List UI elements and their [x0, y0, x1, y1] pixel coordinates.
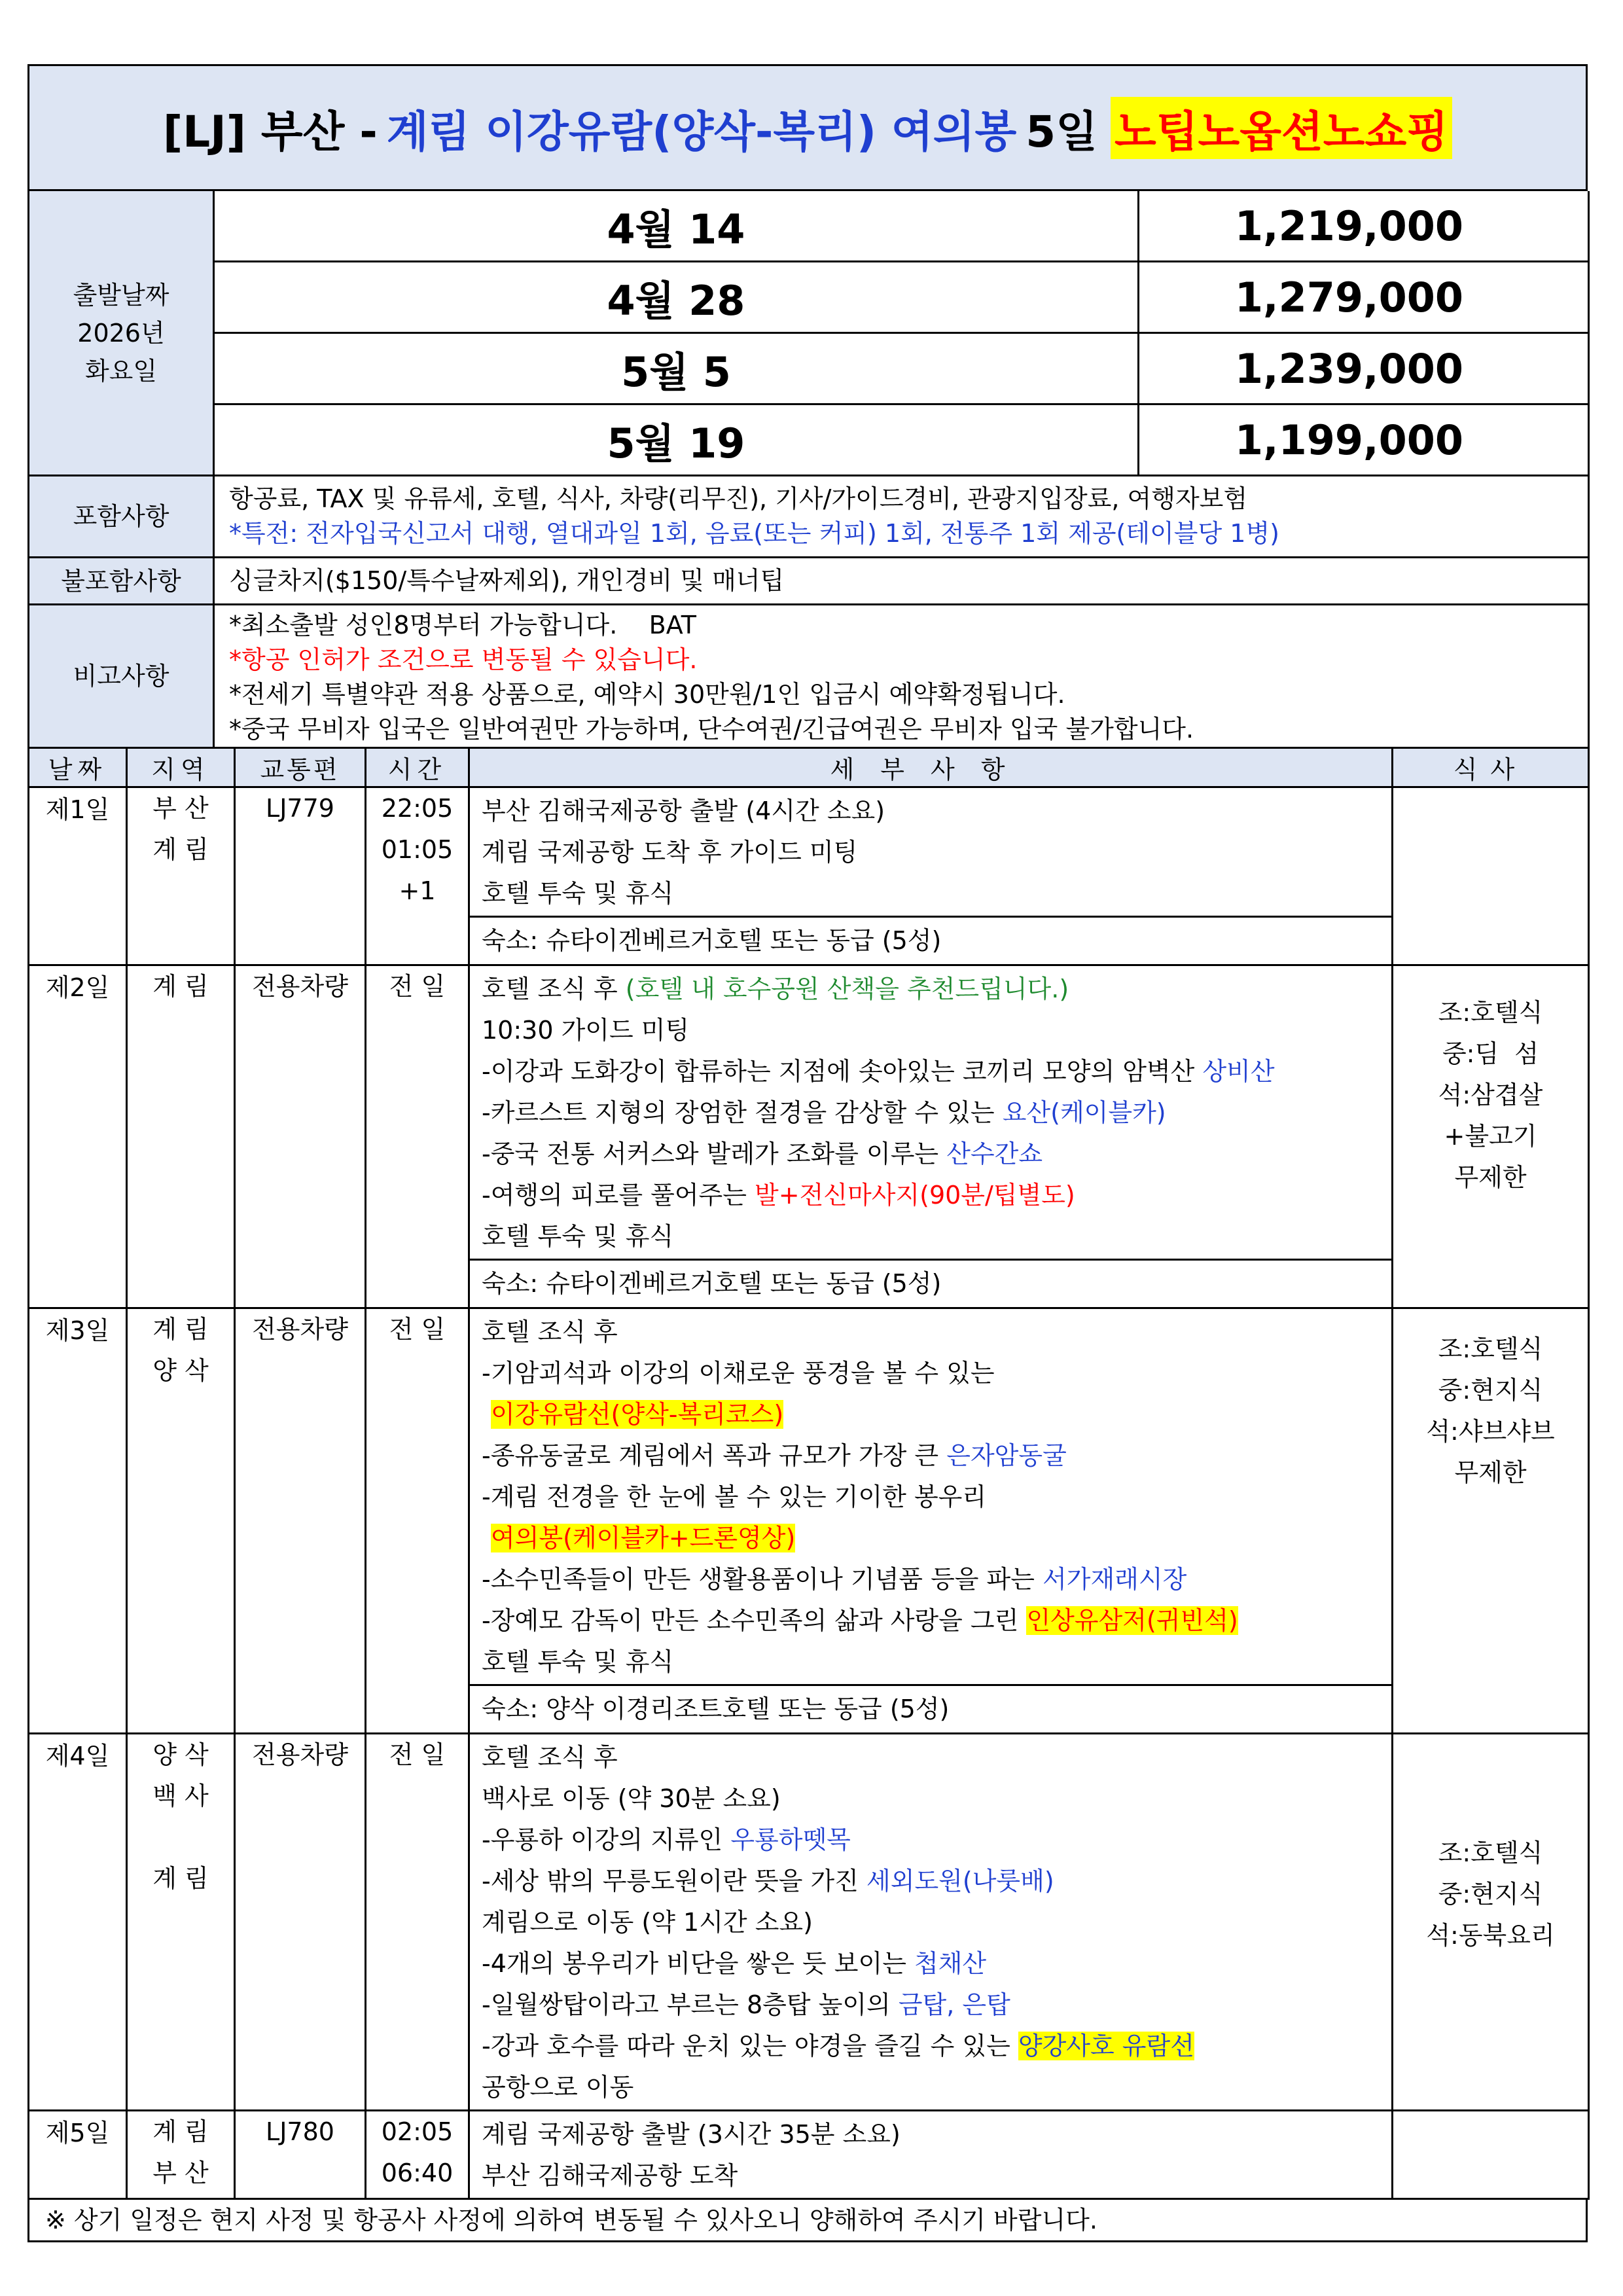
departure-row: [29, 191, 1589, 262]
day-meals: [1393, 2111, 1589, 2199]
detail-line: 호텔 투숙 및 휴식: [482, 1222, 674, 1251]
detail-line: 계림으로 이동 (약 1시간 소요): [482, 1908, 813, 1937]
day-transport: LJ779: [235, 787, 366, 965]
day-meals: [1393, 787, 1589, 965]
day-detail: [469, 1734, 1393, 2111]
header-day: 날짜: [29, 749, 127, 787]
detail-line: 백사로 이동 (약 30분 소요): [482, 1784, 781, 1813]
remarks-row: [29, 605, 1589, 748]
included-text: 항공료, TAX 및 유류세, 호텔, 식사, 차량(리무진), 기사/가이드경비, 관광지입장료, 여행자보험 *특전: 전자입국신고서 대행, 열대과일 1회, 음료(또는 커피) 1회, 전통주 1회 제공(테이블당 1병): [214, 476, 1589, 558]
title-days: 5일: [1026, 106, 1097, 157]
departure-date: 5월 5: [214, 333, 1139, 404]
day-detail: [469, 1308, 1393, 1734]
detail-line: 공항으로 이동: [482, 2073, 634, 2102]
detail-line: -이강과 도화강이 합류하는 지점에 솟아있는 코끼리 모양의 암벽산 상비산: [482, 1057, 1275, 1086]
summary-table: [27, 191, 1590, 749]
day-area: 계 림 양 삭: [127, 1308, 235, 1734]
day-transport: LJ780: [235, 2111, 366, 2199]
day-transport: 전용차량: [235, 1734, 366, 2111]
departure-price: 1,239,000: [1139, 333, 1589, 404]
remarks-label: 비고사항: [29, 605, 214, 748]
day-area: 부 산 계 림: [127, 787, 235, 965]
day-transport: 전용차량: [235, 1308, 366, 1734]
day-label: 제2일: [29, 965, 127, 1308]
title-route: 계림 이강유람(양삭-복리) 여의봉: [386, 106, 1017, 157]
header-time: 시간: [366, 749, 469, 787]
detail-line: 호텔 조식 후: [482, 1318, 618, 1346]
day-area: 양 삭 백 사 계 림: [127, 1734, 235, 2111]
day-time: 22:05 01:05 +1: [366, 787, 469, 965]
detail-line: -일월쌍탑이라고 부르는 8층탑 높이의 금탑, 은탑: [482, 1990, 1010, 2019]
departure-row: [29, 262, 1589, 333]
detail-line: -여행의 피로를 풀어주는 발+전신마사지(90분/팁별도): [482, 1181, 1075, 1210]
hotel-stay: 숙소: 양삭 이경리조트호텔 또는 동급 (5성): [470, 1684, 1391, 1732]
day-time: 전 일: [366, 965, 469, 1308]
departure-row: [29, 333, 1589, 404]
detail-line: 계림 국제공항 출발 (3시간 35분 소요): [482, 2120, 901, 2149]
departure-price: 1,199,000: [1139, 404, 1589, 476]
itinerary-day-row: [29, 2111, 1589, 2199]
detail-line: -카르스트 지형의 장엄한 절경을 감상할 수 있는 요산(케이블카): [482, 1098, 1166, 1127]
remarks-text: *최소출발 성인8명부터 가능합니다. BAT *항공 인허가 조건으로 변동될 수 있습니다. *전세기 특별약관 적용 상품으로, 예약시 30만원/1인 입금시 예약확정됩니다. *중국 무비자 입국은 일반여권만 가능하며, 단수여권/긴급여권은 무비자 입국 불가합니다.: [214, 605, 1589, 748]
itinerary-header: [29, 749, 1589, 787]
detail-line: -기암괴석과 이강의 이채로운 풍경을 볼 수 있는: [482, 1359, 995, 1388]
detail-line: 호텔 조식 후 (호텔 내 호수공원 산책을 추천드립니다.): [482, 975, 1069, 1003]
header-meal: 식사: [1393, 749, 1589, 787]
departure-date: 4월 14: [214, 191, 1139, 262]
day-detail: [469, 965, 1393, 1308]
title-badge: 노팁노옵션노쇼핑: [1111, 97, 1452, 159]
departure-price: 1,219,000: [1139, 191, 1589, 262]
day-area: 계 림 부 산: [127, 2111, 235, 2199]
hotel-stay: 숙소: 슈타이겐베르거호텔 또는 동급 (5성): [470, 916, 1391, 964]
itinerary-day-row: [29, 787, 1589, 965]
detail-line: -중국 전통 서커스와 발레가 조화를 이루는 산수간쇼: [482, 1139, 1043, 1168]
itinerary-document: [27, 64, 1588, 2242]
detail-line: 계림 국제공항 도착 후 가이드 미팅: [482, 838, 858, 867]
day-time: 전 일: [366, 1734, 469, 2111]
day-area: 계 림: [127, 965, 235, 1308]
detail-line: -장예모 감독이 만든 소수민족의 삶과 사랑을 그린 인상유삼저(귀빈석): [482, 1606, 1238, 1635]
detail-line: 이강유람선(양삭-복리코스): [491, 1400, 784, 1429]
day-label: 제3일: [29, 1308, 127, 1734]
detail-line: 10:30 가이드 미팅: [482, 1016, 690, 1045]
hotel-stay: 숙소: 슈타이겐베르거호텔 또는 동급 (5성): [470, 1259, 1391, 1307]
day-label: 제4일: [29, 1734, 127, 2111]
excluded-label: 불포함사항: [29, 558, 214, 605]
day-meals: 조:호텔식 중:딤 섬 석:삼겹살 +불고기 무제한: [1393, 965, 1589, 1308]
day-label: 제5일: [29, 2111, 127, 2199]
itinerary-day-row: [29, 965, 1589, 1308]
day-detail: [469, 787, 1393, 965]
detail-line: -우룡하 이강의 지류인 우룡하뗏목: [482, 1825, 851, 1854]
footer-note: ※ 상기 일정은 현지 사정 및 항공사 사정에 의하여 변동될 수 있사오니 양해하여 주시기 바랍니다.: [27, 2200, 1588, 2242]
departure-price: 1,279,000: [1139, 262, 1589, 333]
header-transport: 교통편: [235, 749, 366, 787]
departure-row: [29, 404, 1589, 476]
header-detail: 세부사항: [469, 749, 1393, 787]
detail-line: 부산 김해국제공항 출발 (4시간 소요): [482, 797, 885, 825]
detail-line: 호텔 조식 후: [482, 1743, 618, 1772]
header-area: 지역: [127, 749, 235, 787]
included-label: 포함사항: [29, 476, 214, 558]
detail-line: -종유동굴로 계림에서 폭과 규모가 가장 큰 은자암동굴: [482, 1441, 1067, 1470]
departure-label: 출발날짜 2026년 화요일: [29, 191, 214, 476]
excluded-row: [29, 558, 1589, 605]
excluded-text: 싱글차지($150/특수날짜제외), 개인경비 및 매너팁: [214, 558, 1589, 605]
day-detail: [469, 2111, 1393, 2199]
detail-line: -계림 전경을 한 눈에 볼 수 있는 기이한 봉우리: [482, 1482, 987, 1511]
day-meals: 조:호텔식 중:현지식 석:동북요리: [1393, 1734, 1589, 2111]
day-meals: 조:호텔식 중:현지식 석:샤브샤브 무제한: [1393, 1308, 1589, 1734]
day-transport: 전용차량: [235, 965, 366, 1308]
detail-line: 여의봉(케이블카+드론영상): [491, 1524, 796, 1552]
detail-line: -소수민족들이 만든 생활용품이나 기념품 등을 파는 서가재래시장: [482, 1565, 1187, 1594]
itinerary-day-row: [29, 1734, 1589, 2111]
detail-line: 부산 김해국제공항 도착: [482, 2161, 738, 2190]
page-title: [27, 64, 1588, 191]
detail-line: -4개의 봉우리가 비단을 쌓은 듯 보이는 첩채산: [482, 1949, 987, 1978]
departure-date: 4월 28: [214, 262, 1139, 333]
detail-line: 호텔 투숙 및 휴식: [482, 879, 674, 908]
day-label: 제1일: [29, 787, 127, 965]
detail-line: 호텔 투숙 및 휴식: [482, 1647, 674, 1676]
title-prefix: [LJ] 부산 -: [162, 106, 378, 157]
detail-line: -강과 호수를 따라 운치 있는 야경을 즐길 수 있는 양강사호 유람선: [482, 2032, 1194, 2060]
included-row: [29, 476, 1589, 558]
day-time: 02:05 06:40: [366, 2111, 469, 2199]
day-time: 전 일: [366, 1308, 469, 1734]
itinerary-table: [27, 749, 1590, 2200]
departure-date: 5월 19: [214, 404, 1139, 476]
detail-line: -세상 밖의 무릉도원이란 뜻을 가진 세외도원(나룻배): [482, 1867, 1054, 1895]
itinerary-body: [29, 787, 1589, 2199]
itinerary-day-row: [29, 1308, 1589, 1734]
